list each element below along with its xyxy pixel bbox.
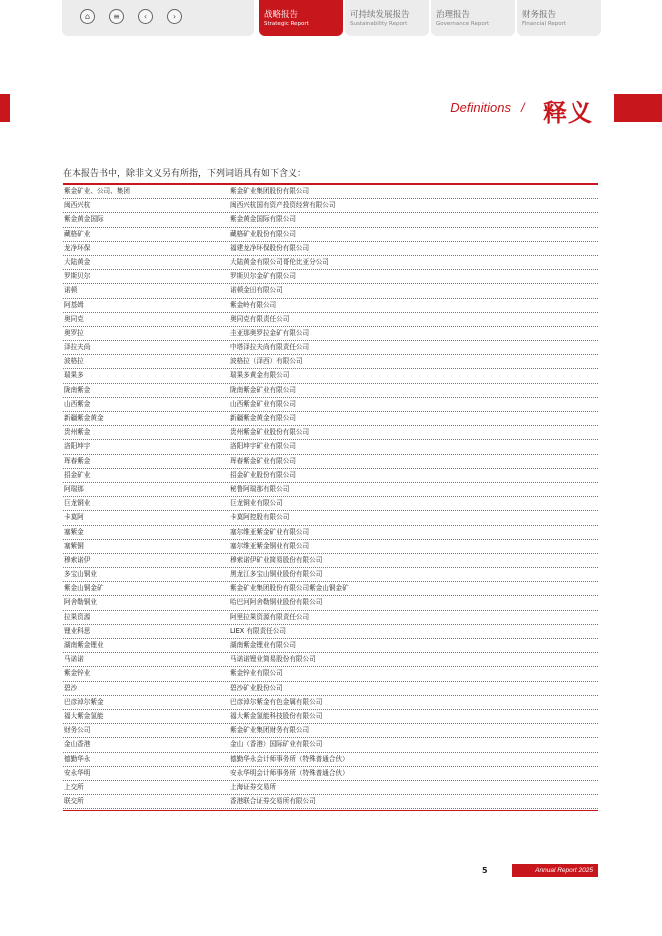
definition-meaning: 新疆紫金黄金有限公司 bbox=[230, 414, 296, 422]
table-row bbox=[63, 242, 598, 256]
definition-meaning: 圭亚那奥罗拉金矿有限公司 bbox=[230, 328, 310, 337]
heading-en: Definitions bbox=[450, 100, 511, 115]
table-row bbox=[63, 355, 598, 369]
definition-term: 新疆紫金黄金 bbox=[64, 414, 104, 422]
definition-term: 贵州紫金 bbox=[64, 428, 91, 437]
definition-meaning: 安永华明会计师事务所（特殊普通合伙） bbox=[230, 768, 349, 777]
definition-meaning: 藏格矿业股份有限公司 bbox=[230, 229, 296, 238]
definition-term: 波格拉 bbox=[64, 357, 84, 366]
definition-meaning: 马诺诺锂业简易股份有限公司 bbox=[230, 655, 316, 664]
table-row bbox=[63, 384, 598, 398]
tab-label: 可持续发展报告 bbox=[350, 10, 410, 20]
table-row bbox=[63, 455, 598, 469]
table-row bbox=[63, 653, 598, 667]
definition-meaning: 紫金锌业有限公司 bbox=[230, 669, 283, 678]
table-row bbox=[63, 199, 598, 213]
definition-meaning: 洛阳坤宇矿业有限公司 bbox=[230, 442, 296, 451]
top-nav-bar bbox=[62, 0, 600, 36]
table-row bbox=[63, 213, 598, 227]
table-row bbox=[63, 540, 598, 554]
tab-label: 治理报告 bbox=[436, 10, 471, 20]
table-row bbox=[63, 369, 598, 383]
table-row bbox=[63, 738, 598, 752]
tab-governance-report[interactable] bbox=[431, 0, 515, 36]
definition-meaning: 阿里拉果资源有限责任公司 bbox=[230, 612, 310, 621]
table-row bbox=[63, 795, 598, 809]
table-row bbox=[63, 696, 598, 710]
tab-strategic-report[interactable] bbox=[259, 0, 343, 36]
table-row bbox=[63, 611, 598, 625]
definition-meaning: 巴彦淖尔紫金有色金属有限公司 bbox=[230, 697, 323, 706]
heading-divider: / bbox=[521, 100, 525, 115]
definition-meaning: 福大紫金氢能科技股份有限公司 bbox=[230, 711, 323, 720]
definition-term: 紫金矿业、公司、集团 bbox=[64, 187, 130, 195]
page-number: 5 bbox=[482, 866, 488, 875]
intro-text: 在本报告书中，除非文义另有所指，下列词语具有如下含义： bbox=[63, 169, 307, 179]
report-tag: Annual Report 2025 bbox=[512, 864, 598, 877]
home-icon[interactable]: ⌂ bbox=[80, 9, 95, 24]
definition-meaning: 湖南紫金锂业有限公司 bbox=[230, 641, 296, 649]
definition-term: 奥罗拉 bbox=[64, 328, 84, 337]
definition-term: 联交所 bbox=[64, 797, 84, 806]
table-row bbox=[63, 753, 598, 767]
definition-term: 阿舍勒铜业 bbox=[64, 598, 97, 607]
definition-meaning: 瑞果多黄金有限公司 bbox=[230, 371, 290, 380]
definition-meaning: 巨龙铜业有限公司 bbox=[230, 499, 283, 508]
definition-term: 上交所 bbox=[64, 782, 84, 791]
definition-meaning: 珲春紫金矿业有限公司 bbox=[230, 456, 296, 465]
definition-meaning: 哈巴河阿舍勒铜业股份有限公司 bbox=[230, 598, 323, 607]
definition-meaning: 紫金黄金国际有限公司 bbox=[230, 215, 296, 224]
table-row bbox=[63, 256, 598, 270]
definition-meaning: 香港联合证券交易所有限公司 bbox=[230, 797, 316, 806]
table-row bbox=[63, 284, 598, 298]
definition-meaning: 上海证券交易所 bbox=[230, 782, 277, 791]
table-row bbox=[63, 781, 598, 795]
definition-term: 多宝山铜业 bbox=[64, 570, 97, 579]
definition-meaning: 诺顿金田有限公司 bbox=[230, 286, 283, 295]
definitions-table bbox=[63, 185, 598, 809]
left-accent-block bbox=[0, 94, 10, 122]
table-row bbox=[63, 710, 598, 724]
definition-term: 巴彦淖尔紫金 bbox=[64, 697, 104, 706]
definition-term: 紫金山铜金矿 bbox=[64, 584, 104, 593]
tab-sublabel: Sustainability Report bbox=[350, 21, 408, 27]
definition-meaning: LIEX 有限责任公司 bbox=[230, 626, 286, 635]
table-row bbox=[63, 341, 598, 355]
definition-meaning: 陇南紫金矿业有限公司 bbox=[230, 385, 296, 394]
definition-meaning: 穆索诺伊矿业简易股份有限公司 bbox=[230, 555, 323, 564]
table-row bbox=[63, 526, 598, 540]
definition-meaning: 中塔泽拉夫尚有限责任公司 bbox=[230, 343, 310, 352]
definition-term: 巨龙铜业 bbox=[64, 499, 91, 508]
definition-term: 阿瑞那 bbox=[64, 484, 84, 493]
definition-meaning: 福建龙净环保股份有限公司 bbox=[230, 243, 310, 252]
definition-term: 穆索诺伊 bbox=[64, 555, 91, 564]
tab-sublabel: Strategic Report bbox=[264, 21, 309, 27]
definition-term: 紫金黄金国际 bbox=[64, 215, 104, 224]
definition-meaning: 奥同克有限责任公司 bbox=[230, 314, 290, 323]
definition-term: 金山香港 bbox=[64, 740, 91, 749]
definition-meaning: 招金矿业股份有限公司 bbox=[230, 470, 296, 479]
definition-term: 瑞果多 bbox=[64, 371, 84, 380]
definition-meaning: 秘鲁阿瑞那有限公司 bbox=[230, 484, 290, 493]
table-row bbox=[63, 483, 598, 497]
definition-term: 龙净环保 bbox=[64, 243, 91, 252]
table-row bbox=[63, 497, 598, 511]
definition-meaning: 德勤华永会计师事务所（特殊普通合伙） bbox=[230, 754, 349, 763]
definition-term: 罗斯贝尔 bbox=[64, 272, 91, 281]
definition-meaning: 紫金矿业集团财务有限公司 bbox=[230, 726, 310, 735]
table-row bbox=[63, 582, 598, 596]
table-row bbox=[63, 568, 598, 582]
table-row bbox=[63, 667, 598, 681]
tab-financial-report[interactable] bbox=[517, 0, 601, 36]
definition-meaning: 大陆黄金有限公司哥伦比亚分公司 bbox=[230, 257, 329, 266]
definition-meaning: 贵州紫金矿业股份有限公司 bbox=[230, 428, 310, 437]
definition-meaning: 塞尔维亚紫金铜业有限公司 bbox=[230, 541, 310, 550]
definition-meaning: 紫金矿业集团股份有限公司紫金山铜金矿 bbox=[230, 584, 349, 593]
definition-meaning: 紫金岭有限公司 bbox=[230, 300, 277, 309]
table-row bbox=[63, 228, 598, 242]
table-row bbox=[63, 511, 598, 525]
definition-term: 湖南紫金锂业 bbox=[64, 641, 104, 649]
definition-term: 山西紫金 bbox=[64, 399, 91, 408]
definition-term: 大陆黄金 bbox=[64, 257, 91, 266]
definition-term: 奥同克 bbox=[64, 314, 84, 323]
nav-controls bbox=[62, 0, 254, 36]
table-row bbox=[63, 313, 598, 327]
definition-term: 碧沙 bbox=[64, 683, 78, 692]
tab-sublabel: Governance Report bbox=[436, 21, 490, 27]
definition-term: 泽拉夫尚 bbox=[64, 343, 91, 352]
prev-page-icon[interactable]: ‹ bbox=[138, 9, 153, 24]
definition-term: 锂业科思 bbox=[64, 626, 91, 635]
right-accent-block bbox=[614, 94, 662, 122]
definition-meaning: 罗斯贝尔金矿有限公司 bbox=[230, 272, 296, 281]
definition-term: 德勤华永 bbox=[64, 754, 91, 763]
definition-term: 诺顿 bbox=[64, 286, 78, 295]
definition-term: 塞紫铜 bbox=[64, 541, 84, 550]
table-row bbox=[63, 185, 598, 199]
definition-meaning: 闽西兴杭国有资产投资经营有限公司 bbox=[230, 201, 336, 210]
definition-term: 卡莫阿 bbox=[64, 513, 84, 522]
definition-term: 藏格矿业 bbox=[64, 229, 91, 238]
definition-meaning: 塞尔维亚紫金矿业有限公司 bbox=[230, 527, 310, 536]
tab-sublabel: Financial Report bbox=[522, 21, 567, 27]
definition-meaning: 波格拉（泽西）有限公司 bbox=[230, 357, 303, 366]
definition-term: 陇南紫金 bbox=[64, 385, 91, 394]
definition-term: 塞紫金 bbox=[64, 527, 84, 536]
definition-term: 珲春紫金 bbox=[64, 456, 91, 465]
tab-label: 财务报告 bbox=[522, 10, 557, 20]
definition-term: 紫金锌业 bbox=[64, 669, 91, 678]
table-row bbox=[63, 327, 598, 341]
table-row bbox=[63, 724, 598, 738]
tab-label: 战略报告 bbox=[264, 10, 299, 20]
table-row bbox=[63, 440, 598, 454]
definition-term: 洛阳坤宇 bbox=[64, 442, 91, 451]
definition-meaning: 紫金矿业集团股份有限公司 bbox=[230, 187, 310, 195]
definition-term: 招金矿业 bbox=[64, 470, 91, 479]
menu-icon[interactable]: ≡ bbox=[109, 9, 124, 24]
table-row bbox=[63, 469, 598, 483]
definition-term: 财务公司 bbox=[64, 726, 91, 735]
tab-sustainability-report[interactable] bbox=[345, 0, 429, 36]
definition-term: 福大紫金氢能 bbox=[64, 711, 104, 720]
table-row bbox=[63, 412, 598, 426]
definition-term: 马诺诺 bbox=[64, 655, 84, 664]
table-row bbox=[63, 767, 598, 781]
table-row bbox=[63, 554, 598, 568]
table-row bbox=[63, 398, 598, 412]
table-bottom-rule bbox=[63, 810, 598, 811]
table-row bbox=[63, 639, 598, 653]
definition-meaning: 碧沙矿业股份公司 bbox=[230, 683, 283, 692]
definition-meaning: 卡莫阿控股有限公司 bbox=[230, 513, 290, 522]
definition-meaning: 山西紫金矿业有限公司 bbox=[230, 399, 296, 408]
definition-meaning: 金山（香港）国际矿业有限公司 bbox=[230, 740, 323, 749]
table-row bbox=[63, 270, 598, 284]
table-row bbox=[63, 625, 598, 639]
next-page-icon[interactable]: › bbox=[167, 9, 182, 24]
definition-term: 拉果资源 bbox=[64, 612, 91, 621]
table-row bbox=[63, 299, 598, 313]
page-title: 释义 bbox=[543, 99, 593, 127]
definition-term: 阿基姆 bbox=[64, 300, 84, 309]
definition-meaning: 黑龙江多宝山铜业股份有限公司 bbox=[230, 570, 323, 579]
definition-term: 闽西兴杭 bbox=[64, 201, 91, 210]
table-row bbox=[63, 596, 598, 610]
definition-term: 安永华明 bbox=[64, 768, 91, 777]
table-row bbox=[63, 426, 598, 440]
table-row bbox=[63, 682, 598, 696]
